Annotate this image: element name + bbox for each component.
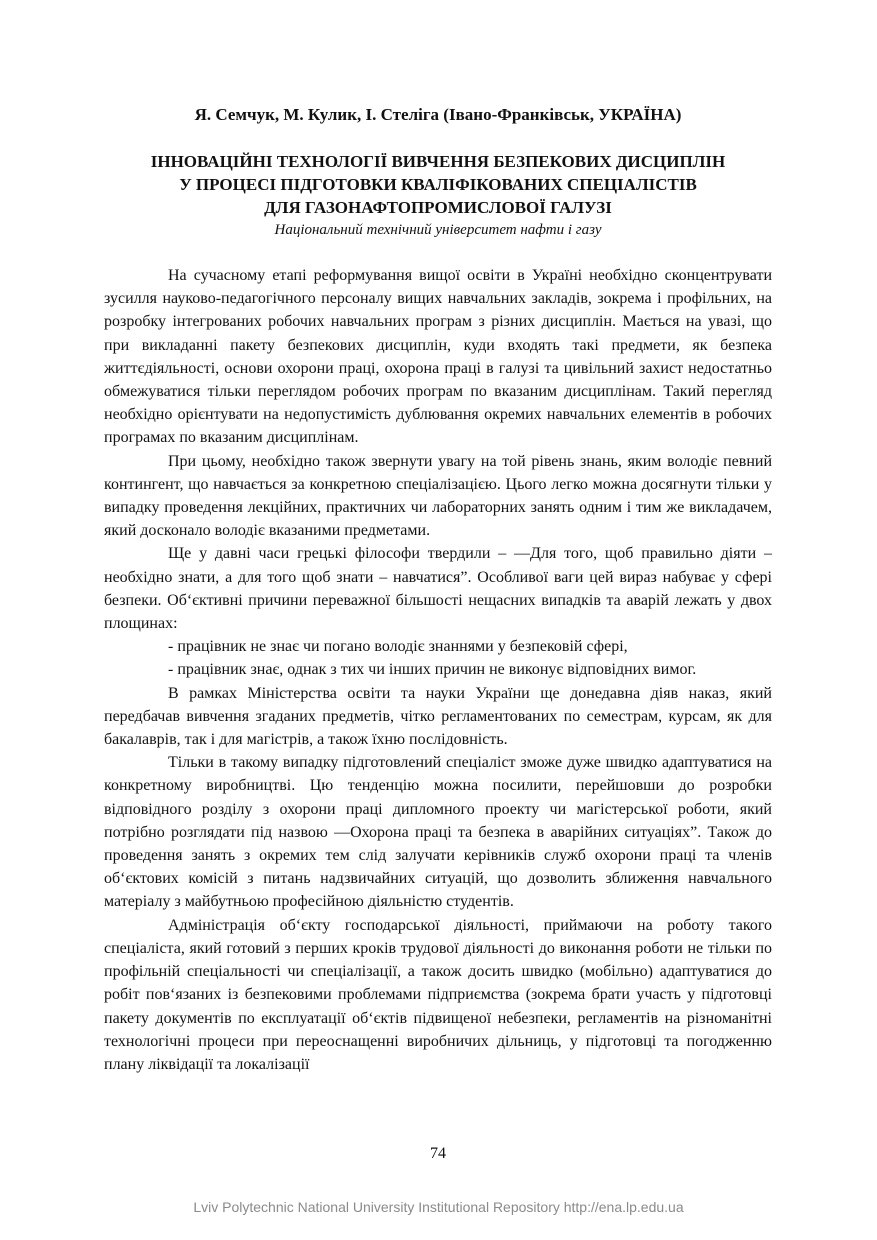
paragraph: В рамках Міністерства освіти та науки України ще донедавна діяв наказ, який передбачав вивчення згаданих предметів, чітко регламентованих по семестрам, курсам, як для бакалаврів, так і для магістрів, а також їхню послідовність. xyxy=(104,684,772,749)
authors-line: Я. Семчук, М. Кулик, І. Стеліга (Івано-Франківськ, УКРАЇНА) xyxy=(194,105,682,124)
affiliation: Національний технічний університет нафти і газу xyxy=(274,222,602,238)
title-line: ІННОВАЦІЙНІ ТЕХНОЛОГІЇ ВИВЧЕННЯ БЕЗПЕКОВИХ ДИСЦИПЛІН xyxy=(150,152,726,171)
repository-footer: Lviv Polytechnic National University Institutional Repository http://ena.lp.edu.ua xyxy=(193,1199,684,1215)
paragraph: На сучасному етапі реформування вищої освіти в Україні необхідно сконцентрувати зусилля науково-педагогічного персоналу вищих навчальних закладів, зокрема і профільних, на розробку інтегрованих робочих навчальних програм з різних дисциплін. Мається на увазі, що при викладанні пакету безпекових дисциплін, куди входять такі предмети, як безпека життєдіяльності, основи охорони праці, охорона праці в галузі та цивільний захист недостатньо обмежуватися тільки переглядом робочих програм по вказаним дисциплінам. Такий перегляд необхідно орієнтувати на недопустимість дублювання окремих навчальних елементів в робочих програмах по вказаним дисциплінам. xyxy=(104,267,772,447)
title-line: У ПРОЦЕСІ ПІДГОТОВКИ КВАЛІФІКОВАНИХ СПЕЦІАЛІСТІВ xyxy=(179,175,697,194)
paragraph: Адміністрація об‘єкту господарської діяльності, приймаючи на роботу такого спеціаліста, який готовий з перших кроків трудової діяльності до виконання роботи не тільки по профільній спеціальності чи спеціалізації, а також досить швидко (мобільно) адаптуватися до робіт пов‘язаних із безпековими проблемами підприємства (зокрема брати участь у підготовці пакету документів по експлуатації об‘єктів підвищеної небезпеки, регламентів на різноманітні технологічні процеси при переоснащенні виробничих дільниць, у підготовці та погодженню плану ліквідації та локалізації xyxy=(104,916,772,1073)
paragraph: Ще у давні часи грецькі філософи твердили – ―Для того, щоб правильно діяти – необхідно знати, а для того щоб знати – навчатися”. Особливої ваги цей вираз набуває у сфері безпеки. Об‘єктивні причини переважної більшості нещасних випадків та аварій лежать у двох площинах: xyxy=(104,545,772,633)
list-item: - працівник знає, однак з тих чи інших причин не виконує відповідних вимог. xyxy=(168,661,697,679)
paragraph: При цьому, необхідно також звернути увагу на той рівень знань, яким володіє певний контингент, що навчається за конкретною спеціалізацією. Цього легко можна досягнути тільки у випадку проведення лекційних, практичних чи лабораторних занять одним і тим же викладачем, який досконало володіє вказаними предметами. xyxy=(104,452,772,540)
page-number: 74 xyxy=(430,1145,446,1162)
paper-title xyxy=(104,150,772,219)
title-line: ДЛЯ ГАЗОНАФТОПРОМИСЛОВОЇ ГАЛУЗІ xyxy=(264,198,612,217)
paragraph: Тільки в такому випадку підготовлений спеціаліст зможе дуже швидко адаптуватися на конкретному виробництві. Цю тенденцію можна посилити, перейшовши до розробки відповідного розділу з охорони праці дипломного проекту чи магістерської роботи, який потрібно розглядати під назвою ―Охорона праці та безпека в аварійних ситуаціях”. Також до проведення занять з окремих тем слід залучати керівників служб охорони праці та членів об‘єктових комісій з питань надзвичайних ситуацій, що дозволить зближення навчального матеріалу з майбутньою професійною діяльністю студентів. xyxy=(104,754,772,911)
body-text xyxy=(104,264,772,1076)
list-item: - працівник не знає чи погано володіє знаннями у безпековій сфері, xyxy=(168,638,628,656)
